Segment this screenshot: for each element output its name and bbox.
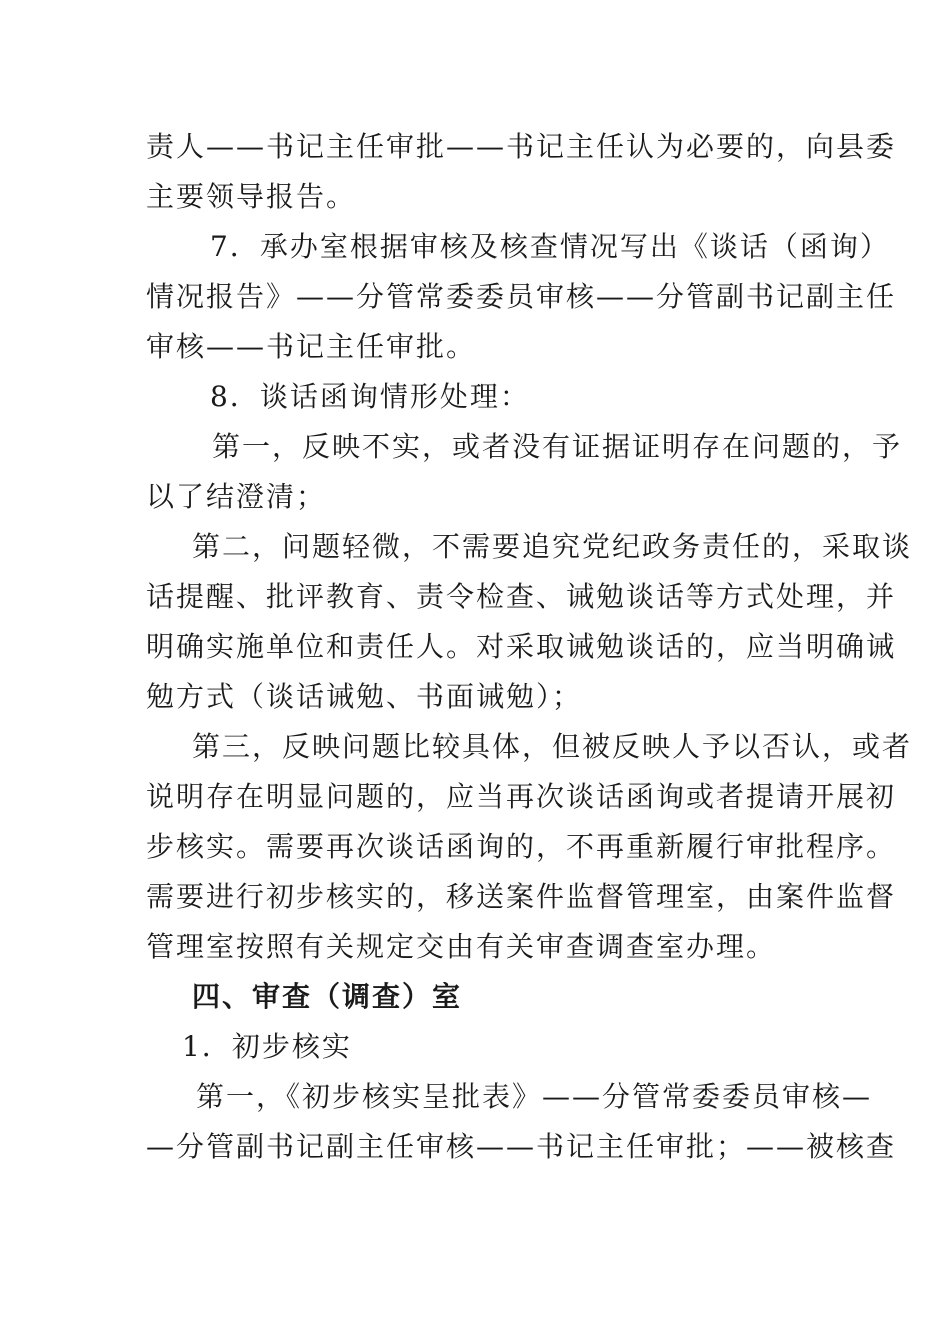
document-page: [146, 122, 913, 1172]
subsection-1-heading: 1．初步核实: [182, 1030, 352, 1063]
body-text-line: 明确实施单位和责任人。对采取诫勉谈话的，应当明确诫: [146, 630, 897, 663]
body-text-line: 需要进行初步核实的，移送案件监督管理室，由案件监督: [146, 880, 897, 913]
item-8-heading: 8．谈话函询情形处理：: [210, 380, 530, 413]
body-text-line: 步核实。需要再次谈话函询的，不再重新履行审批程序。: [146, 830, 897, 863]
body-text-line: 情况报告》——分管常委委员审核——分管副书记副主任: [146, 280, 897, 313]
body-text-line: 管理室按照有关规定交由有关审查调查室办理。: [146, 930, 777, 963]
item-7-line: 7．承办室根据审核及核查情况写出《谈话（函询）: [210, 230, 890, 263]
paragraph-first-line: 第一，《初步核实呈批表》——分管常委委员审核—: [196, 1080, 873, 1113]
body-text-line: 以了结澄清；: [146, 480, 327, 513]
body-text-line: —分管副书记副主任审核——书记主任审批；——被核查: [146, 1130, 897, 1163]
body-text-line: 责人——书记主任审批——书记主任认为必要的，向县委: [146, 130, 897, 163]
body-text-line: 主要领导报告。: [146, 180, 357, 213]
body-text-line: 说明存在明显问题的，应当再次谈话函询或者提请开展初: [146, 780, 897, 813]
paragraph-third-line: 第三，反映问题比较具体，但被反映人予以否认，或者: [192, 730, 913, 763]
body-text-line: 话提醒、批评教育、责令检查、诫勉谈话等方式处理，并: [146, 580, 897, 613]
body-text-line: 勉方式（谈话诫勉、书面诫勉）；: [146, 680, 583, 713]
section-four-heading: 四、审查（调查）室: [192, 980, 463, 1013]
paragraph-second-line: 第二，问题轻微，不需要追究党纪政务责任的，采取谈: [192, 530, 913, 563]
body-text-line: 审核——书记主任审批。: [146, 330, 477, 363]
paragraph-first-line: 第一，反映不实，或者没有证据证明存在问题的，予: [212, 430, 903, 463]
